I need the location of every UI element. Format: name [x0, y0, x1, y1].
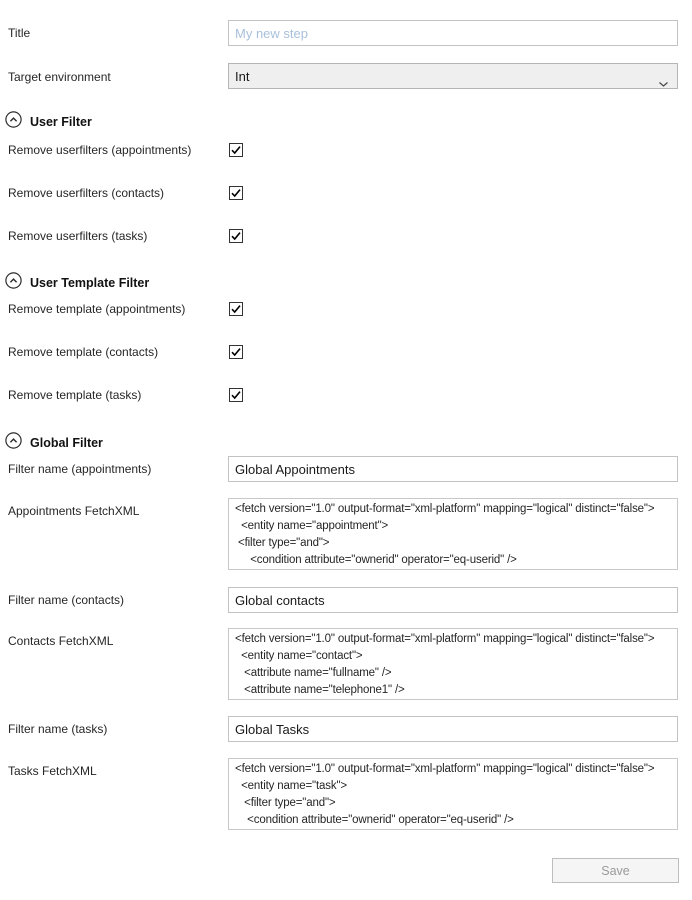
checkmark-icon — [230, 230, 242, 242]
collapse-circle-chevron-up-icon[interactable] — [5, 272, 22, 294]
target-environment-select[interactable] — [228, 63, 678, 89]
remove-template-contacts-label: Remove template (contacts) — [8, 345, 159, 359]
filter-name-appointments-label: Filter name (appointments) — [8, 462, 152, 476]
tasks-fetchxml-textarea[interactable] — [228, 758, 678, 830]
title-input[interactable] — [228, 20, 678, 46]
section-title: User Template Filter — [30, 276, 150, 290]
checkmark-icon — [230, 389, 242, 401]
filter-name-tasks-label: Filter name (tasks) — [8, 722, 108, 736]
remove-userfilters-contacts-label: Remove userfilters (contacts) — [8, 186, 165, 200]
title-label: Title — [8, 26, 31, 40]
remove-userfilters-tasks-label: Remove userfilters (tasks) — [8, 229, 148, 243]
target-environment-label: Target environment — [8, 70, 111, 84]
filter-name-appointments-input[interactable] — [228, 456, 678, 482]
section-user-template-filter-header[interactable] — [5, 272, 149, 294]
remove-template-tasks-checkbox[interactable] — [229, 388, 243, 402]
remove-userfilters-appointments-label: Remove userfilters (appointments) — [8, 143, 192, 157]
collapse-circle-chevron-up-icon[interactable] — [5, 111, 22, 133]
tasks-fetchxml-label: Tasks FetchXML — [8, 764, 97, 778]
remove-template-appointments-label: Remove template (appointments) — [8, 302, 186, 316]
checkmark-icon — [230, 346, 242, 358]
checkmark-icon — [230, 144, 242, 156]
target-environment-value: Int — [235, 68, 250, 84]
appointments-fetchxml-label: Appointments FetchXML — [8, 504, 140, 518]
filter-name-tasks-input[interactable] — [228, 716, 678, 742]
filter-name-contacts-label: Filter name (contacts) — [8, 593, 125, 607]
section-title: Global Filter — [30, 436, 103, 450]
checkmark-icon — [230, 303, 242, 315]
remove-userfilters-appointments-checkbox[interactable] — [229, 143, 243, 157]
remove-userfilters-tasks-checkbox[interactable] — [229, 229, 243, 243]
appointments-fetchxml-textarea[interactable] — [228, 498, 678, 570]
chevron-down-icon — [659, 75, 668, 90]
remove-template-tasks-label: Remove template (tasks) — [8, 388, 142, 402]
section-title: User Filter — [30, 115, 92, 129]
save-button[interactable]: Save — [552, 858, 679, 883]
contacts-fetchxml-label: Contacts FetchXML — [8, 634, 114, 648]
contacts-fetchxml-textarea[interactable] — [228, 628, 678, 700]
section-user-filter-header[interactable] — [5, 111, 92, 133]
remove-template-contacts-checkbox[interactable] — [229, 345, 243, 359]
remove-template-appointments-checkbox[interactable] — [229, 302, 243, 316]
section-global-filter-header[interactable] — [5, 432, 103, 454]
checkmark-icon — [230, 187, 242, 199]
collapse-circle-chevron-up-icon[interactable] — [5, 432, 22, 454]
remove-userfilters-contacts-checkbox[interactable] — [229, 186, 243, 200]
filter-name-contacts-input[interactable] — [228, 587, 678, 613]
